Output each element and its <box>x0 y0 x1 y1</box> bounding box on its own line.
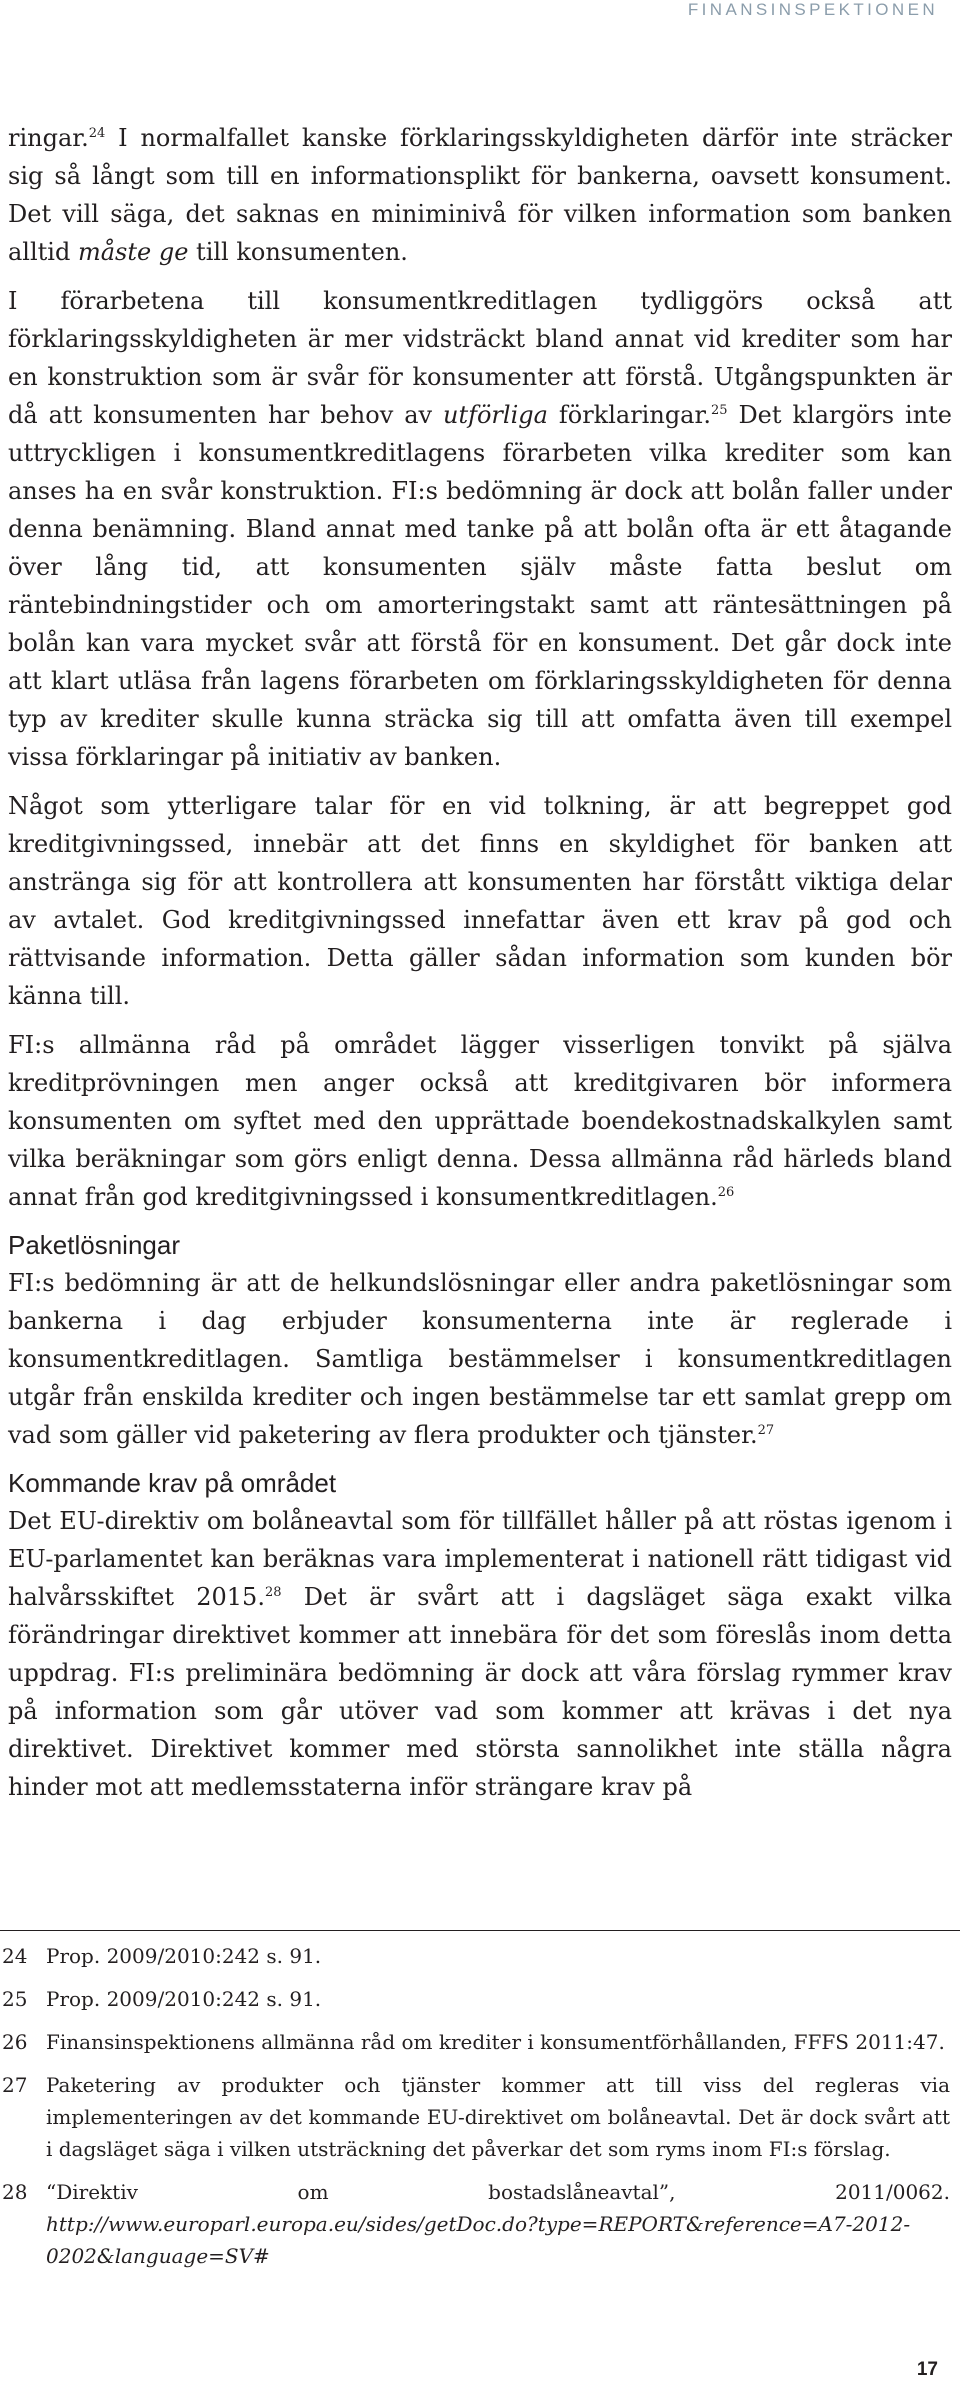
paragraph: FI:s allmänna råd på området lägger visserligen tonvikt på själva kreditprövningen men anger också att kreditgivaren bör informera konsumenten om syftet med den upprättade boendekostnadskalkylen samt vilka beräkningar som görs enligt denna. Dessa allmänna råd härleds bland annat från god kreditgivningssed i konsumentkreditlagen.$^{26}$ <box>8 1031 952 1211</box>
paragraph: FI:s bedömning är att de helkundslösningar eller andra paketlösningar som bankerna i dag erbjuder konsumenterna inte är reglerade i konsumentkreditlagen. Samtliga bestämmelser i konsumentkreditlagen utgår från enskilda krediter och ingen bestämmelse tar ett samlat grepp om vad som gäller vid paketering av flera produkter och tjänster.$^{27}$ <box>8 1269 952 1449</box>
footnote-text: Finansinspektionens allmänna råd om krediter i konsumentförhållanden, FFFS 2011:47. <box>46 2030 945 2054</box>
footnote-text: Paketering av produkter och tjänster kommer att till viss del regleras via implementeringen av det kommande EU-direktivet om bolåneavtal. Det är dock svårt att i dagsläget säga i vilken utsträckning det påverkar det som ryms inom FI:s förslag. <box>46 2073 950 2161</box>
footnote-item <box>0 1940 950 1972</box>
footnote-text: “Direktiv om bostadslåneavtal”, 2011/0062. http://www.europarl.europa.eu/sides/getDoc.do?type=REPORT&reference=A7-2012-0202&language=SV# <box>46 2180 950 2268</box>
footnote-item <box>0 2069 950 2165</box>
footnote-number: 25 <box>2 1987 28 2011</box>
section-heading-kommande-krav: Kommande krav på området <box>8 1468 337 1498</box>
paragraph: Det EU-direktiv om bolåneavtal som för tillfället håller på att röstas igenom i EU-parlamentet kan beräknas vara implementerat i nationell rätt tidigast vid halvårsskiftet 2015.28 Det är svårt att i dagsläget säga exakt vilka förändringar direktivet kommer att innebära för det som föreslås inom detta uppdrag. FI:s preliminära bedömning är dock att våra förslag rymmer krav på information som går utöver vad som kommer att krävas i det nya direktivet. Direktivet kommer med största sannolikhet inte ställa några hinder mot att medlemsstaterna inför strängare krav på <box>8 1507 953 1801</box>
footnote-number: 28 <box>2 2180 28 2204</box>
paragraph: I förarbetena till konsumentkreditlagen tydliggörs också att förklaringsskyldigheten är mer vidsträckt bland annat vid krediter som har en konstruktion som är svår för konsumenter att förstå. Utgångspunkten är då att konsumenten har behov av utförliga förklaringar.$^{25}$ Det klargörs inte uttryckligen i konsumentkreditlagens förarbeten vilka krediter som kan anses ha en svår konstruktion. FI:s bedömning är dock att bolån faller under denna benämning. Bland annat med tanke på att bolån ofta är ett åtagande över lång tid, att konsumenten själv måste fatta beslut om räntebindningstider och om amorteringstakt samt att räntesättningen på bolån kan vara mycket svår att förstå för en konsument. Det går dock inte att klart utläsa från lagens förarbeten om förklaringsskyldigheten för denna typ av krediter skulle kunna sträcka sig till att omfatta även till exempel vissa förklaringar på initiativ av banken. <box>8 287 952 771</box>
footnote-ref[interactable]: 25 <box>710 403 728 418</box>
footnote-number: 27 <box>2 2073 28 2097</box>
footnote-text: Prop. 2009/2010:242 s. 91. <box>46 1944 322 1968</box>
header-org-name: FINANSINSPEKTIONEN <box>687 0 938 19</box>
footnotes <box>0 1940 950 2283</box>
footnote-ref[interactable]: 27 <box>757 1423 775 1438</box>
footnote-number: 24 <box>2 1944 28 1968</box>
paragraph: ringar.$^{24}$ I normalfallet kanske förklaringsskyldigheten därför inte sträcker sig så långt som till en informationsplikt för bankerna, oavsett konsument. Det vill säga, det saknas en miniminivå för vilken information som banken alltid måste ge till konsumenten. <box>8 124 952 266</box>
footnote-divider <box>0 1930 960 1931</box>
page-number: 17 <box>916 2359 938 2380</box>
footnote-ref[interactable]: 28 <box>264 1585 282 1600</box>
footnote-ref[interactable]: 24 <box>88 126 106 141</box>
main-text <box>8 119 952 1806</box>
footnote-number: 26 <box>2 2030 28 2054</box>
footnote-item <box>0 2176 950 2272</box>
footnote-ref[interactable]: 26 <box>717 1185 735 1200</box>
section-heading-paketlosningar: Paketlösningar <box>8 1230 180 1260</box>
footnote-text: Prop. 2009/2010:242 s. 91. <box>46 1987 322 2011</box>
footnote-item <box>0 2026 950 2058</box>
footnote-link[interactable]: http://www.europarl.europa.eu/sides/getDoc.do?type=REPORT&reference=A7-2012-0202&language=SV# <box>46 2212 911 2268</box>
paragraph: Något som ytterligare talar för en vid tolkning, är att begreppet god kreditgivningssed, innebär att det finns en skyldighet för banken att anstränga sig för att kontrollera att konsumenten har förstått viktiga delar av avtalet. God kreditgivningssed innefattar även ett krav på god och rättvisande information. Detta gäller sådan information som kunden bör känna till. <box>8 792 952 1010</box>
footnote-item <box>0 1983 950 2015</box>
